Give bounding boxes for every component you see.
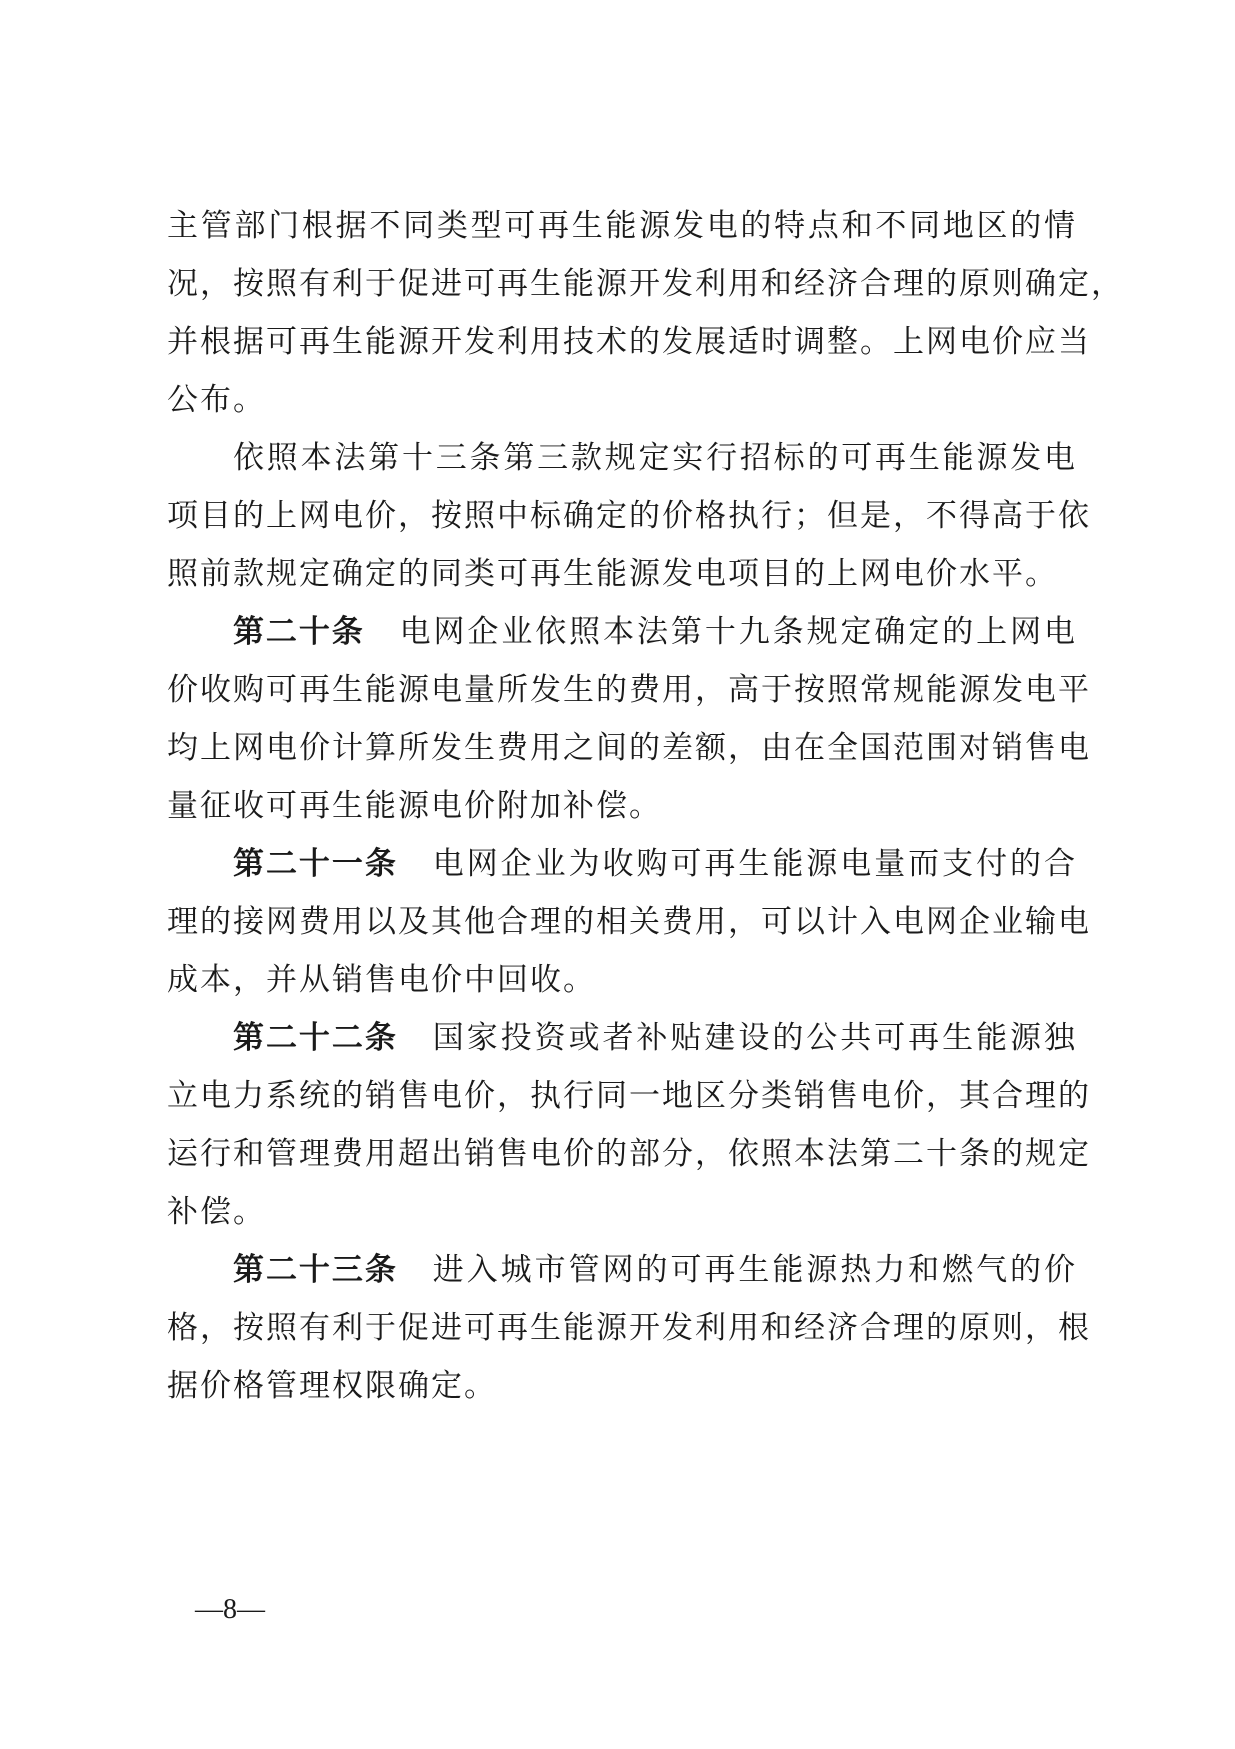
text-line: 照前款规定确定的同类可再生能源发电项目的上网电价水平。: [167, 556, 1058, 592]
text-line: 格，按照有利于促进可再生能源开发利用和经济合理的原则，根: [167, 1310, 1091, 1346]
text-line: 项目的上网电价，按照中标确定的价格执行；但是，不得高于依: [167, 498, 1091, 534]
page-number: —8—: [195, 1594, 265, 1625]
text-line: 公布。: [167, 382, 266, 418]
article-heading: 第二十一条: [233, 846, 398, 882]
text-line: 价收购可再生能源电量所发生的费用，高于按照常规能源发电平: [167, 672, 1091, 708]
text-line: 依照本法第十三条第三款规定实行招标的可再生能源发电: [233, 440, 1077, 476]
text-line: 并根据可再生能源开发利用技术的发展适时调整。上网电价应当: [167, 324, 1091, 360]
text-line: 补偿。: [167, 1194, 266, 1230]
text-line: 主管部门根据不同类型可再生能源发电的特点和不同地区的情: [167, 208, 1077, 244]
text-line: 均上网电价计算所发生费用之间的差额，由在全国范围对销售电: [167, 730, 1091, 766]
text-line: [233, 1241, 1077, 1299]
text-line: 量征收可再生能源电价附加补偿。: [167, 788, 662, 824]
text-line: [233, 835, 1077, 893]
text-line: 立电力系统的销售电价，执行同一地区分类销售电价，其合理的: [167, 1078, 1091, 1114]
text-line: [233, 1009, 1077, 1067]
article-heading: 第二十条: [233, 614, 365, 650]
text-line: 况，按照有利于促进可再生能源开发利用和经济合理的原则确定，: [167, 266, 1124, 302]
article-heading: 第二十二条: [233, 1020, 398, 1056]
text-line: 理的接网费用以及其他合理的相关费用，可以计入电网企业输电: [167, 904, 1091, 940]
article-heading: 第二十三条: [233, 1252, 398, 1288]
article-text: 电网企业为收购可再生能源电量而支付的合: [431, 846, 1078, 882]
text-line: 成本，并从销售电价中回收。: [167, 962, 596, 998]
article-text: 电网企业依照本法第十九条规定确定的上网电: [398, 614, 1078, 650]
text-line: 据价格管理权限确定。: [167, 1368, 497, 1404]
article-text: 国家投资或者补贴建设的公共可再生能源独: [431, 1020, 1078, 1056]
text-line: [233, 603, 1077, 661]
text-line: 运行和管理费用超出销售电价的部分，依照本法第二十条的规定: [167, 1136, 1091, 1172]
article-text: 进入城市管网的可再生能源热力和燃气的价: [431, 1252, 1078, 1288]
